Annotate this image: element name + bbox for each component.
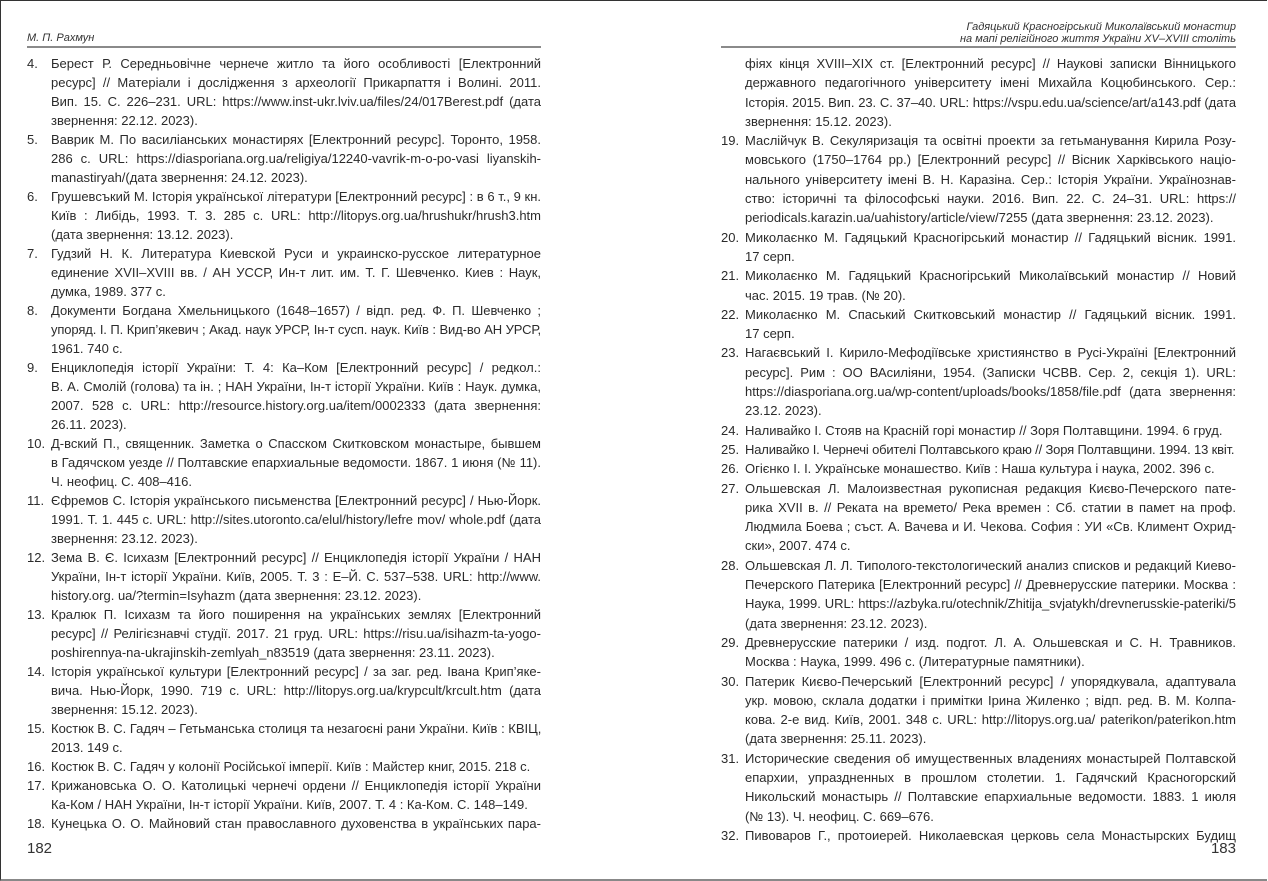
reference-number: 30.	[721, 673, 740, 689]
reference-line: Патерик Києво-Печерський [Електронний ресурс] / упорядкувала, адаптувала	[745, 673, 1236, 689]
reference-number: 26.	[721, 461, 740, 477]
reference-line: 1961. 740 с.	[51, 341, 123, 356]
reference-entry	[27, 358, 541, 434]
reference-entry	[27, 605, 541, 662]
reference-number: 8.	[27, 303, 38, 318]
reference-entry	[27, 757, 541, 776]
reference-line: ресурс]. Рим : ОО ВАсиліяни, 1954. (Записки ЧСВВ. Сер. 2, секція 1). URL:	[745, 364, 1236, 380]
running-header-line: Гадяцький Красногірський Миколаївський монастир	[966, 21, 1236, 33]
reference-line: Никольский монастырь // Полтавские епархиальные ведомости. 1883. 1 июля	[745, 789, 1236, 805]
reference-line: Кралюк П. Ісихазм та його поширення на українських землях [Електронний	[51, 607, 541, 622]
reference-number: 12.	[27, 550, 46, 565]
reference-number: 32.	[721, 827, 740, 843]
reference-number: 28.	[721, 557, 740, 573]
reference-line: manastiryah/(дата звернення: 24.12. 2023).	[51, 170, 308, 185]
reference-line: Історія української культури [Електронний ресурс] / за заг. ред. Івана Крип’яке-	[51, 664, 541, 679]
reference-line: poshirennya-na-ukrajinskih-zemlyah_n83519 (дата звернення: 23.11. 2023).	[51, 645, 495, 660]
reference-entry	[721, 826, 1236, 845]
reference-line: единение XVII–XVIII вв. / АН УССР, Ин-т лит. им. Т. Г. Шевченко. Киев : Наук,	[51, 265, 541, 280]
reference-number: 4.	[27, 56, 38, 71]
reference-number: 25.	[721, 441, 740, 457]
reference-line: history.org. ua/?termin=Isyhazm (дата звернення: 23.12. 2023).	[51, 588, 422, 603]
reference-entry	[721, 459, 1236, 478]
reference-line: вича. Нью-Йорк, 1990. 719 с. URL: http://litopys.org.ua/krypcult/krcult.htm (дата	[51, 683, 541, 698]
reference-line: Наливайко І. Стояв на Красній горі монастир // Зоря Полтавщини. 1994. 6 груд.	[745, 422, 1223, 438]
reference-entry	[27, 54, 541, 130]
reference-number: 10.	[27, 436, 46, 451]
reference-line: ресурс] // Матеріали і дослідження з археології Прикарпаття і Волині. 2011.	[51, 75, 541, 90]
reference-line: України, Ін-т історії України. Київ, 2005. Т. 3 : Е–Й. С. 537–538. URL: http://www.	[51, 569, 541, 584]
reference-line: Миколаєнко М. Спаський Скитковський монастир // Гадяцький вісник. 1991.	[745, 306, 1236, 322]
reference-entry	[721, 228, 1236, 267]
reference-line: Исторические сведения об имущественных владениях монастырей Полтавской	[745, 750, 1236, 766]
reference-line: Миколаєнко М. Гадяцький Красногірський Миколаївський монастир // Новий	[745, 268, 1236, 284]
reference-number: 24.	[721, 422, 740, 438]
reference-line: мовського (1750–1764 рр.) [Електронний ресурс] // Вісник Харківського націо-	[745, 152, 1236, 168]
reference-line: 286 с. URL: https://diasporiana.org.ua/religiya/12240-vavrik-m-o-po-vasi liyanskih-	[51, 151, 541, 166]
reference-line: Ч. неофиц. С. 408–416.	[51, 474, 192, 489]
reference-line: час. 2015. 19 трав. (№ 20).	[745, 287, 906, 303]
reference-entry	[27, 434, 541, 491]
reference-line: звернення: 23.12. 2023).	[51, 531, 198, 546]
reference-line: 1991. Т. 1. 445 с. URL: http://sites.utoronto.ca/elul/history/lefre mov/ whole.pdf (дата	[51, 512, 541, 527]
reference-entry	[27, 814, 541, 833]
right-page	[634, 0, 1268, 881]
reference-line: 26.11. 2023).	[51, 417, 127, 432]
reference-line: Миколаєнко М. Гадяцький Красногірський монастир // Гадяцький вісник. 1991.	[745, 229, 1236, 245]
reference-line: нального університету імені В. Н. Каразіна. Сер.: Історія України. Українознав-	[745, 171, 1236, 187]
reference-line: Маслійчук В. Секуляризація та освітні проекти за гетьманування Кирила Розу-	[745, 133, 1236, 149]
header-rule	[721, 46, 1236, 48]
reference-line: Київ : Либідь, 1993. Т. 3. 285 с. URL: http://litopys.org.ua/hrushukr/hrush3.htm	[51, 208, 541, 223]
reference-line: Ольшевская Л. Малоизвестная рукописная редакция Києво-Печерского пате-	[745, 480, 1236, 496]
reference-line: в Гадячском уезде // Полтавские епархиальные ведомости. 1867. 1 июня (№ 11).	[51, 455, 541, 470]
reference-number: 31.	[721, 750, 740, 766]
reference-line: Костюк В. С. Гадяч – Гетьманська столиця та незагоєні рани України. Київ : КВІЦ,	[51, 721, 541, 736]
reference-line: Зема В. Є. Ісихазм [Електронний ресурс] // Енциклопедія історії України / НАН	[51, 550, 541, 565]
reference-line: Берест Р. Середньовічне чернече житло та його особливості [Електронний	[51, 56, 541, 71]
reference-line: Костюк В. С. Гадяч у колонії Російської імперії. Київ : Майстер книг, 2015. 218 с.	[51, 759, 531, 774]
reference-entry	[27, 187, 541, 244]
reference-entry	[721, 672, 1236, 749]
reference-line: ски», 2007. 474 с.	[745, 538, 851, 554]
reference-entry	[721, 440, 1236, 459]
reference-number: 7.	[27, 246, 38, 261]
reference-entry	[721, 343, 1236, 420]
reference-line: Енциклопедія історії України: Т. 4: Ка–Ком [Електронний ресурс] / редкол.:	[51, 360, 541, 375]
reference-number: 19.	[721, 133, 740, 149]
reference-line: 23.12. 2023).	[745, 403, 822, 419]
reference-line: ство: історичні та філософські науки. 2016. Вип. 22. С. 24–31. URL: https://	[745, 191, 1236, 207]
reference-line: Ка-Ком / НАН України, Ін-т історії України. Київ, 2007. Т. 4 : Ка-Ком. С. 148–149.	[51, 797, 528, 812]
reference-number: 22.	[721, 306, 740, 322]
header-rule	[27, 46, 541, 48]
reference-line: Наука, 1999. URL: https://azbyka.ru/otechnik/Zhitija_svjatykh/drevnerusskie-pateriki/5	[745, 596, 1236, 612]
reference-number: 18.	[27, 816, 46, 831]
reference-line: periodicals.karazin.ua/uahistory/article/view/7255 (дата звернення: 23.12. 2023).	[745, 210, 1214, 226]
page-number: 182	[27, 840, 53, 857]
reference-number: 20.	[721, 229, 740, 245]
reference-line: Кунецька О. О. Майновий стан православного духовенства в українських пара-	[51, 816, 541, 831]
reference-line: 2013. 149 с.	[51, 740, 123, 755]
reference-line: думка, 1989. 377 с.	[51, 284, 166, 299]
reference-entry	[721, 266, 1236, 305]
reference-entry	[721, 556, 1236, 633]
reference-entry	[721, 633, 1236, 672]
reference-number: 15.	[27, 721, 46, 736]
reference-line: Ваврик М. По василіанських монастирях [Електронний ресурс]. Торонто, 1958.	[51, 132, 541, 147]
running-header-line: на мапі релігійного життя України XV–XVIII століть	[960, 33, 1236, 45]
reference-line: фіях кінця XVIII–XIX ст. [Електронний ресурс] // Наукові записки Вінницького	[745, 56, 1236, 71]
reference-number: 23.	[721, 345, 740, 361]
reference-line: Д-вский П., священник. Заметка о Спасском Скитковском монастыре, бывшем	[51, 436, 541, 451]
reference-entry	[721, 54, 1236, 131]
reference-list	[27, 54, 541, 833]
reference-line: звернення: 22.12. 2023).	[51, 113, 198, 128]
reference-line: Гудзий Н. К. Литература Киевской Руси и украинско-русское литературное	[51, 246, 541, 261]
reference-number: 17.	[27, 778, 46, 793]
reference-line: (дата звернення: 23.12. 2023).	[745, 615, 928, 631]
reference-line: (дата звернення: 13.12. 2023).	[51, 227, 234, 242]
reference-line: Документи Богдана Хмельницького (1648–1657) / відп. ред. Ф. П. Шевченко ;	[51, 303, 541, 318]
reference-line: звернення: 15.12. 2023).	[51, 702, 198, 717]
reference-line: Єфремов С. Історія українського письменства [Електронний ресурс] / Нью-Йорк.	[51, 493, 541, 508]
reference-line: ресурс] // Релігієзнавчі студії. 2017. 21 груд. URL: https://risu.ua/isihazm-ta-yogo-	[51, 626, 541, 641]
reference-number: 9.	[27, 360, 38, 375]
reference-entry	[721, 421, 1236, 440]
reference-number: 21.	[721, 268, 740, 284]
reference-line: https://diasporiana.org.ua/wp-content/uploads/books/1858/file.pdf (дата звернення:	[745, 384, 1236, 400]
reference-entry	[27, 491, 541, 548]
reference-entry	[27, 301, 541, 358]
reference-line: Історія. 2015. Вип. 23. С. 37–40. URL: https://vspu.edu.ua/science/art/a143.pdf (дата	[745, 94, 1236, 110]
reference-list	[721, 54, 1236, 845]
reference-number: 5.	[27, 132, 38, 147]
reference-line: Пивоваров Г., протоиерей. Николаевская церковь села Монастырских Будищ	[745, 827, 1236, 843]
reference-number: 27.	[721, 480, 740, 496]
reference-number: 14.	[27, 664, 46, 679]
running-header-title	[960, 21, 1236, 45]
reference-line: укр. мовою, склала додатки і примітки Ірина Жиленко ; відп. ред. В. М. Колпа-	[745, 692, 1236, 708]
reference-line: Крижановська О. О. Католицькі чернечі ордени // Енциклопедія історії України	[51, 778, 541, 793]
reference-line: упоряд. І. П. Крип’якевич ; Акад. наук УРСР, Ін-т сусп. наук. Київ : Вид-во АН УРСР,	[51, 322, 541, 337]
reference-line: В. А. Смолій (голова) та ін. ; НАН України, Ін-т історії України. Київ : Наук. думка,	[51, 379, 541, 394]
reference-line: (дата звернення: 25.11. 2023).	[745, 731, 927, 747]
reference-line: Печерского Патерика [Електронний ресурс] // Древнерусские патерики. Москва :	[745, 577, 1236, 593]
reference-entry	[27, 719, 541, 757]
reference-line: Людмила Боева ; съст. А. Вачева и И. Чекова. София : УИ «Св. Климент Охрид-	[745, 519, 1236, 535]
reference-number: 6.	[27, 189, 38, 204]
reference-entry	[721, 305, 1236, 344]
reference-line: Вип. 15. С. 226–231. URL: https://www.inst-ukr.lviv.ua/files/24/017Berest.pdf (дата	[51, 94, 541, 109]
reference-line: Ольшевская Л. Л. Типолого-текстологический анализ списков и редакций Киево-	[745, 557, 1236, 573]
reference-number: 16.	[27, 759, 46, 774]
reference-entry	[27, 662, 541, 719]
reference-number: 29.	[721, 634, 740, 650]
reference-line: Нагаєвський І. Кирило-Мефодіївське християнство в Русі-Україні [Електронний	[745, 345, 1236, 361]
reference-number: 13.	[27, 607, 46, 622]
reference-line: Грушевсъкий М. Історія української літератури [Електронний ресурс] : в 6 т., 9 кн.	[51, 189, 541, 204]
reference-entry	[721, 479, 1236, 556]
reference-line: Москва : Наука, 1999. 496 с. (Литературные памятники).	[745, 654, 1085, 670]
running-header-author: М. П. Рахмун	[27, 32, 95, 44]
reference-entry	[27, 548, 541, 605]
reference-line: звернення: 15.12. 2023).	[745, 113, 892, 129]
reference-number: 11.	[27, 493, 45, 508]
reference-entry	[721, 749, 1236, 826]
reference-entry	[27, 130, 541, 187]
page-number: 183	[1210, 840, 1236, 857]
reference-entry	[27, 244, 541, 301]
reference-line: Огієнко І. І. Українське монашество. Київ : Наша культура і наука, 2002. 396 с.	[745, 461, 1215, 477]
reference-line: рика XVII в. // Реката на времето/ Река времен : Сб. статии в памет на проф.	[745, 499, 1236, 515]
reference-line: Древнерусские патерики / изд. подгот. Л. А. Ольшевская и С. Н. Травников.	[745, 634, 1236, 650]
reference-line: 17 серп.	[745, 326, 795, 342]
reference-line: Наливайко І. Чернечі обителі Полтавського краю // Зоря Полтавщини. 1994. 13 квіт.	[745, 441, 1235, 457]
reference-line: державного педагогічного університету імені Михайла Коцюбинського. Сер.:	[745, 75, 1236, 91]
reference-line: епархии, упраздненных в прошлом столетии. 1. Гадячский Красногорский	[745, 769, 1236, 785]
reference-line: 17 серп.	[745, 248, 795, 264]
reference-entry	[27, 776, 541, 814]
reference-line: кова. 2-е вид. Київ, 2001. 348 с. URL: http://litopys.org.ua/ paterikon/paterikon.htm	[745, 712, 1236, 728]
reference-line: 2007. 528 с. URL: http://resource.history.org.ua/item/0002333 (дата звернення:	[51, 398, 541, 413]
reference-line: (№ 13). Ч. неофиц. С. 669–676.	[745, 808, 934, 824]
reference-entry	[721, 131, 1236, 227]
